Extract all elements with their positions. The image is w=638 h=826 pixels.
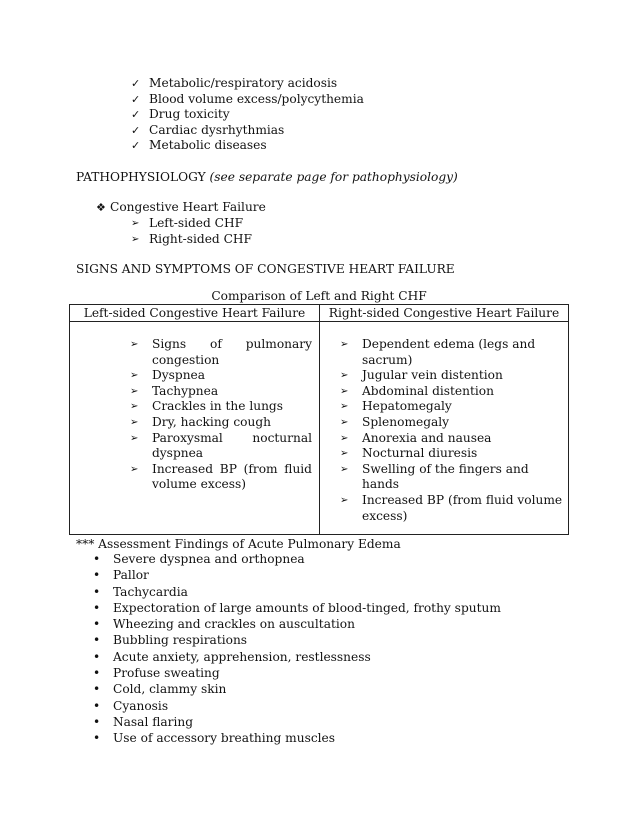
sign-text: Tachypnea <box>152 383 219 398</box>
diamond-bullet-icon: ❖ <box>96 201 106 214</box>
list-item <box>93 617 501 633</box>
comparison-table <box>69 304 569 535</box>
sign-text: Hepatomegaly <box>362 399 452 414</box>
arrow-bullet-icon: ➢ <box>130 385 139 397</box>
list-item <box>130 415 312 431</box>
list-item <box>130 368 312 384</box>
list-item <box>93 682 501 698</box>
bullet-icon: • <box>93 682 101 697</box>
sign-text: Signs of pulmonary congestion <box>152 337 312 367</box>
arrow-bullet-icon: ➢ <box>340 463 349 475</box>
sign-text: Swelling of the fingers and hands <box>362 461 529 492</box>
finding-text: Use of accessory breathing muscles <box>113 731 336 746</box>
sign-text: Increased BP (from fluid volume excess) <box>362 492 563 523</box>
list-item <box>130 431 312 462</box>
cause-text: Metabolic/respiratory acidosis <box>149 76 338 90</box>
list-item <box>340 399 566 415</box>
sign-text: Nocturnal diuresis <box>362 446 478 461</box>
header-divider <box>70 321 568 322</box>
arrow-bullet-icon: ➢ <box>340 448 349 460</box>
arrow-bullet-icon: ➢ <box>340 401 349 413</box>
list-item <box>93 585 501 601</box>
list-item <box>340 446 566 462</box>
finding-text: Pallor <box>113 568 149 583</box>
table-caption: Comparison of Left and Right CHF <box>211 289 427 303</box>
finding-text: Wheezing and crackles on auscultation <box>113 617 355 632</box>
finding-text: Bubbling respirations <box>113 633 248 648</box>
arrow-bullet-icon: ➢ <box>340 432 349 444</box>
arrow-bullet-icon: ➢ <box>130 401 139 413</box>
finding-text: Profuse sweating <box>113 666 220 681</box>
finding-text: Expectoration of large amounts of blood-tinged, frothy sputum <box>113 600 501 615</box>
chf-type-text: Left-sided CHF <box>149 216 244 230</box>
finding-text: Tachycardia <box>113 584 188 599</box>
list-item <box>131 216 252 232</box>
arrow-bullet-icon: ➢ <box>130 432 139 444</box>
list-item <box>93 650 501 666</box>
list-item <box>93 731 501 747</box>
sign-text: Paroxysmal nocturnal dyspnea <box>152 430 312 461</box>
arrow-bullet-icon: ➢ <box>340 416 349 428</box>
chf-item <box>96 200 266 216</box>
chf-title: Congestive Heart Failure <box>110 200 266 214</box>
list-item <box>131 76 364 92</box>
bullet-icon: • <box>93 584 101 599</box>
right-column-header: Right-sided Congestive Heart Failure <box>328 306 560 320</box>
bullet-icon: • <box>93 666 101 681</box>
finding-text: Cold, clammy skin <box>113 682 227 697</box>
finding-text: Nasal flaring <box>113 714 193 729</box>
bullet-icon: • <box>93 714 101 729</box>
list-item <box>340 384 566 400</box>
list-item <box>93 552 501 568</box>
cause-text: Blood volume excess/polycythemia <box>149 91 364 106</box>
heading-text: PATHOPHYSIOLOGY <box>76 170 206 184</box>
cause-text: Drug toxicity <box>149 107 230 122</box>
sign-text: Crackles in the lungs <box>152 399 283 414</box>
bullet-icon: • <box>93 552 101 566</box>
causes-checklist <box>131 76 364 154</box>
cause-text: Cardiac dysrhythmias <box>149 122 285 137</box>
checkmark-icon: ✓ <box>131 123 141 137</box>
pathophysiology-heading <box>76 170 458 186</box>
checkmark-icon: ✓ <box>131 77 141 90</box>
list-item <box>93 568 501 584</box>
right-signs-list <box>340 337 566 524</box>
sign-text: Splenomegaly <box>362 414 450 429</box>
arrow-bullet-icon: ➢ <box>340 370 349 382</box>
assessment-title: *** Assessment Findings of Acute Pulmonary Edema <box>76 537 401 551</box>
arrow-bullet-icon: ➢ <box>130 463 139 475</box>
arrow-bullet-icon: ➢ <box>340 339 349 350</box>
list-item <box>340 368 566 384</box>
sign-text: Anorexia and nausea <box>362 430 492 445</box>
bullet-icon: • <box>93 568 101 583</box>
list-item <box>340 337 566 368</box>
list-item <box>93 666 501 682</box>
sign-text: Jugular vein distention <box>362 368 503 383</box>
chf-type-text: Right-sided CHF <box>149 231 252 246</box>
list-item <box>131 138 364 154</box>
list-item <box>93 699 501 715</box>
list-item <box>130 399 312 415</box>
arrow-bullet-icon: ➢ <box>130 339 139 350</box>
arrow-bullet-icon: ➢ <box>131 218 140 229</box>
checkmark-icon: ✓ <box>131 92 141 106</box>
list-item <box>93 633 501 649</box>
cause-text: Metabolic diseases <box>149 138 267 153</box>
sign-text: Dry, hacking cough <box>152 414 272 429</box>
sign-text: Dependent edema (legs and sacrum) <box>362 337 536 367</box>
list-item <box>93 715 501 731</box>
list-item <box>131 92 364 108</box>
finding-text: Severe dyspnea and orthopnea <box>113 552 305 566</box>
left-signs-list <box>130 337 312 493</box>
list-item <box>340 415 566 431</box>
checkmark-icon: ✓ <box>131 139 141 153</box>
bullet-icon: • <box>93 617 101 632</box>
bullet-icon: • <box>93 698 101 713</box>
list-item <box>340 462 566 493</box>
bullet-icon: • <box>93 633 101 648</box>
list-item <box>130 337 312 368</box>
assessment-list <box>93 552 501 748</box>
bullet-icon: • <box>93 600 101 615</box>
arrow-bullet-icon: ➢ <box>130 370 139 382</box>
chf-types-list <box>131 216 252 247</box>
list-item <box>130 462 312 493</box>
sign-text: Abdominal distention <box>362 383 494 398</box>
left-column-header: Left-sided Congestive Heart Failure <box>83 306 306 320</box>
list-item <box>131 123 364 139</box>
list-item <box>131 232 252 248</box>
list-item <box>340 493 566 524</box>
column-divider <box>319 305 320 534</box>
finding-text: Acute anxiety, apprehension, restlessness <box>113 649 371 664</box>
arrow-bullet-icon: ➢ <box>131 233 140 245</box>
arrow-bullet-icon: ➢ <box>340 385 349 397</box>
sign-text: Increased BP (from fluid volume excess) <box>152 461 312 492</box>
list-item <box>340 431 566 447</box>
list-item <box>131 107 364 123</box>
list-item <box>130 384 312 400</box>
heading-note: (see separate page for pathophysiology) <box>209 170 458 184</box>
bullet-icon: • <box>93 649 101 664</box>
list-item <box>93 601 501 617</box>
signs-heading: SIGNS AND SYMPTOMS OF CONGESTIVE HEART FAILURE <box>76 262 455 276</box>
finding-text: Cyanosis <box>113 698 169 713</box>
checkmark-icon: ✓ <box>131 108 141 122</box>
arrow-bullet-icon: ➢ <box>340 494 349 506</box>
bullet-icon: • <box>93 731 101 746</box>
sign-text: Dyspnea <box>152 368 206 383</box>
arrow-bullet-icon: ➢ <box>130 416 139 428</box>
